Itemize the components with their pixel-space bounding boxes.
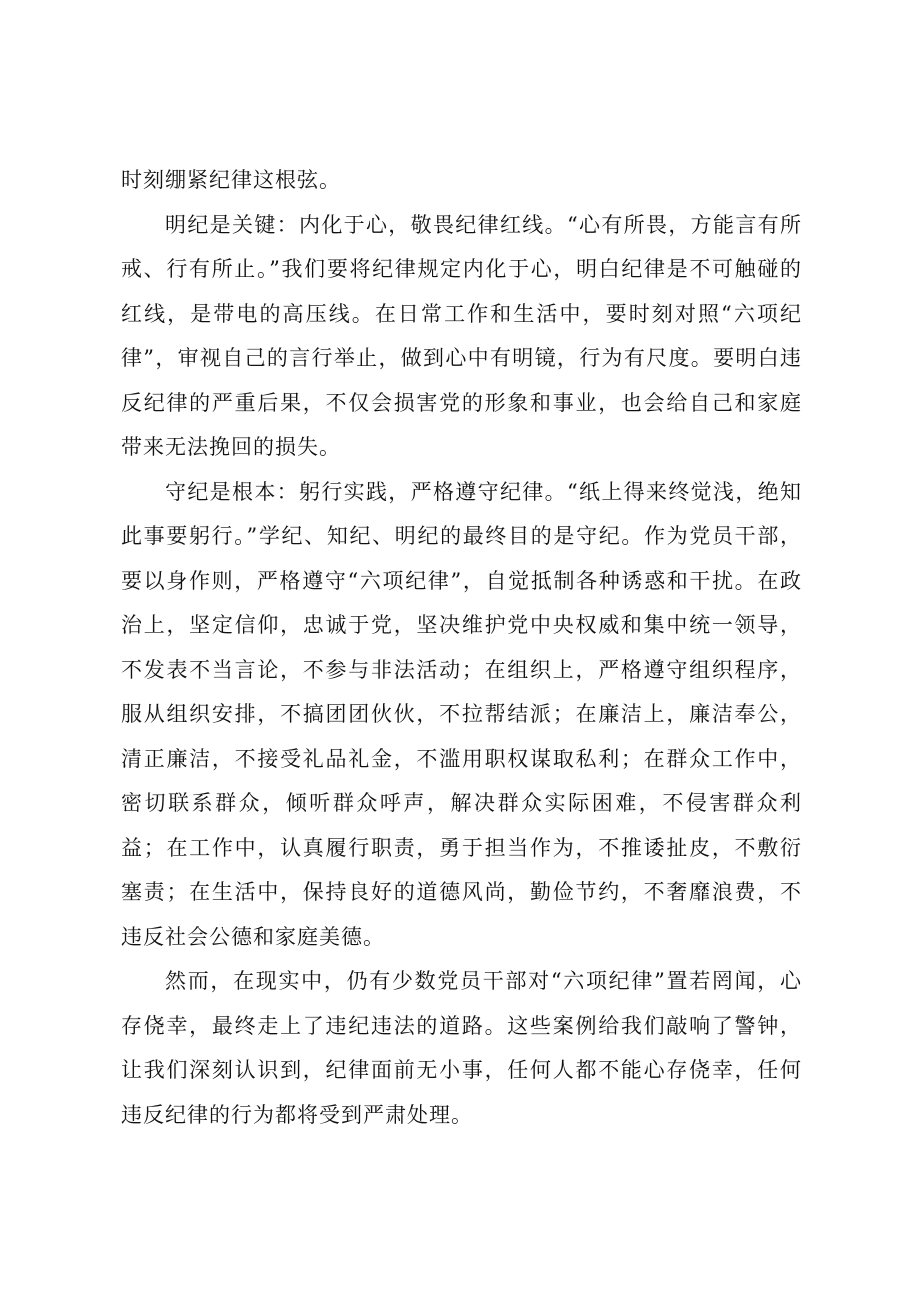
paragraph-warning: 然而，在现实中，仍有少数党员干部对“六项纪律”置若罔闻，心存侥幸，最终走上了违纪违法的道路。这些案例给我们敲响了警钟，让我们深刻认识到，纪律面前无小事，任何人都不能心存侥幸，任何违反纪律的行为都将受到严肃处理。	[121, 969, 802, 1127]
paragraph-mingji: 明纪是关键：内化于心，敬畏纪律红线。“心有所畏，方能言有所戒、行有所止。”我们要将纪律规定内化于心，明白纪律是不可触碰的红线，是带电的高压线。在日常工作和生活中，要时刻对照“六项纪律”，审视自己的言行举止，做到心中有明镜，行为有尺度。要明白违反纪律的严重后果，不仅会损害党的形象和事业，也会给自己和家庭带来无法挽回的损失。	[121, 212, 802, 459]
document-body	[121, 158, 802, 1137]
paragraph-continuation: 时刻绷紧纪律这根弦。	[121, 168, 341, 192]
paragraph-shouji: 守纪是根本：躬行实践，严格遵守纪律。“纸上得来终觉浅，绝知此事要躬行。”学纪、知纪、明纪的最终目的是守纪。作为党员干部，要以身作则，严格遵守“六项纪律”，自觉抵制各种诱惑和干扰。在政治上，坚定信仰，忠诚于党，坚决维护党中央权威和集中统一领导，不发表不当言论，不参与非法活动；在组织上，严格遵守组织程序，服从组织安排，不搞团团伙伙，不拉帮结派；在廉洁上，廉洁奉公，清正廉洁，不接受礼品礼金，不滥用职权谋取私利；在群众工作中，密切联系群众，倾听群众呼声，解决群众实际困难，不侵害群众利益；在工作中，认真履行职责，勇于担当作为，不推诿扯皮，不敷衍塞责；在生活中，保持良好的道德风尚，勤俭节约，不奢靡浪费，不违反社会公德和家庭美德。	[121, 479, 802, 949]
